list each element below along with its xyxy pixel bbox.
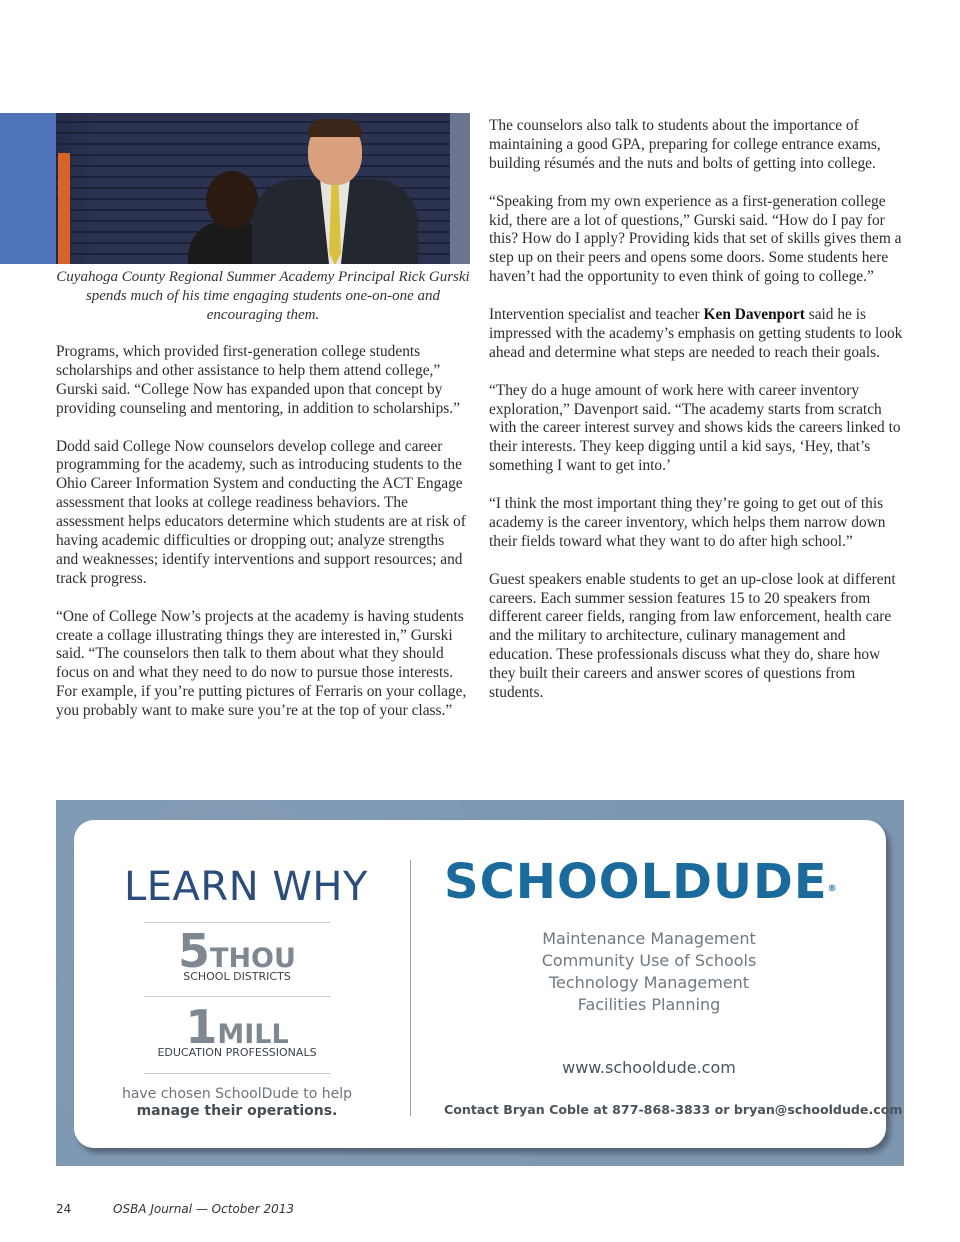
photo-principal-hair (308, 119, 362, 137)
ad-website-link[interactable]: www.schooldude.com (562, 1058, 736, 1077)
service-item: Technology Management (548, 973, 750, 992)
article-photo (56, 113, 470, 264)
stat-professionals-unit: MILL (217, 1019, 289, 1050)
schooldude-logo (444, 854, 838, 910)
ad-contact: Contact Bryan Coble at 877-868-3833 or bryan@schooldude.com (444, 1102, 903, 1117)
left-paragraph-3: “One of College Now’s projects at the academy is having students create a collage illustrating things they are interested in,” Gurski said. “The counselors then talk to them about what they should focus on and what they need to do now to pursue those interests. For example, if you’re putting pictures of Ferraris on your collage, you probably want to make sure you’re at the top of your class.” (56, 607, 467, 720)
left-paragraph-1: Programs, which provided first-generation college students scholarships and other assistance to help them attend college,” Gurski said. “College Now has expanded upon that concept by providing counseling and mentoring, in addition to scholarships.” (56, 343, 460, 417)
service-item: Community Use of Schools (541, 951, 757, 970)
right-paragraph-4: “They do a huge amount of work here with career inventory exploration,” Davenport said. “The academy starts from scratch with the career interest survey and shows kids the careers linked to their interests. They keep digging until a kid says, ‘Hey, that’s something I want to get into.’ (489, 381, 901, 475)
ad-headline: LEARN WHY (124, 864, 368, 910)
stat-districts-label: SCHOOL DISTRICTS (183, 970, 291, 983)
photo-student-head (206, 171, 258, 229)
journal-name: OSBA Journal — October 2013 (113, 1202, 295, 1216)
ad-tagline-line-2: manage their operations. (136, 1103, 338, 1119)
stat-districts-unit: THOU (210, 943, 296, 974)
ad-rule-3 (144, 1073, 330, 1074)
left-paragraph-2: Dodd said College Now counselors develop college and career programming for the academy, such as introducing students to the Ohio Career Information System and conducting the ACT Engage assessment that looks at college readiness behaviors. The assessment helps educators determine which students are at risk of having academic difficulties or dropping out; analyze strengths and weaknesses; identify interventions and support resources; and track progress. (56, 437, 466, 587)
page-footer (56, 1202, 295, 1216)
logo-text: SCHOOLDUDE (444, 854, 828, 910)
left-column (56, 343, 470, 740)
photo-side-strip (0, 113, 56, 264)
p3-rest: said he is impressed with the academy’s emphasis on getting students to look ahead and determine what steps are needed to reach their goals. (489, 306, 903, 361)
right-paragraph-2: “Speaking from my own experience as a first-generation college kid, there are a lot of questions,” Gurski said. “How do I pay for this? How do I apply? Providing kids that set of skills gives them a step up on their peers and opens some doors. Some students here haven’t had the opportunity to even think of going to college.” (489, 192, 902, 286)
ad-tagline-line-1: have chosen SchoolDude to help (121, 1086, 352, 1102)
ad-rule-2 (144, 996, 330, 997)
photo-caption: Cuyahoga County Regional Summer Academy Principal Rick Gurski spends much of his time engaging students one-on-one and encouraging them. (56, 269, 470, 323)
right-paragraph-1: The counselors also talk to students about the importance of maintaining a good GPA, preparing for college entrance exams, building résumés and the nuts and bolts of getting into college. (489, 117, 881, 172)
person-name: Ken Davenport (703, 306, 805, 324)
photo-door (58, 153, 70, 264)
registered-mark: ® (827, 884, 838, 894)
photo-wall (450, 113, 470, 264)
p3-prefix: Intervention specialist and teacher (489, 306, 704, 324)
ad-rule-1 (144, 922, 330, 923)
service-list (504, 928, 794, 1016)
ad-card (74, 820, 903, 1148)
stat-districts-number: 5 (178, 924, 211, 978)
right-paragraph-6: Guest speakers enable students to get an up-close look at different careers. Each summer session features 15 to 20 speakers from different career fields, ranging from law enforcement, health care and the military to architecture, culinary management and education. These professionals discuss what they do, share how they built their careers and answer scores of questions from students. (489, 570, 896, 702)
page-number: 24 (56, 1202, 72, 1216)
right-paragraph-5: “I think the most important thing they’re going to get out of this academy is the career inventory, which helps them narrow down their fields toward what they want to do after high school.” (489, 495, 886, 550)
service-item: Maintenance Management (542, 929, 756, 948)
ad-divider (410, 860, 411, 1116)
stat-professionals-number: 1 (185, 1000, 218, 1054)
schooldude-advertisement (56, 800, 904, 1166)
ad-tagline (114, 1086, 360, 1120)
right-column (489, 117, 904, 722)
service-item: Facilities Planning (577, 995, 721, 1014)
right-paragraph-3 (489, 306, 904, 363)
stat-professionals-label: EDUCATION PROFESSIONALS (157, 1046, 317, 1059)
